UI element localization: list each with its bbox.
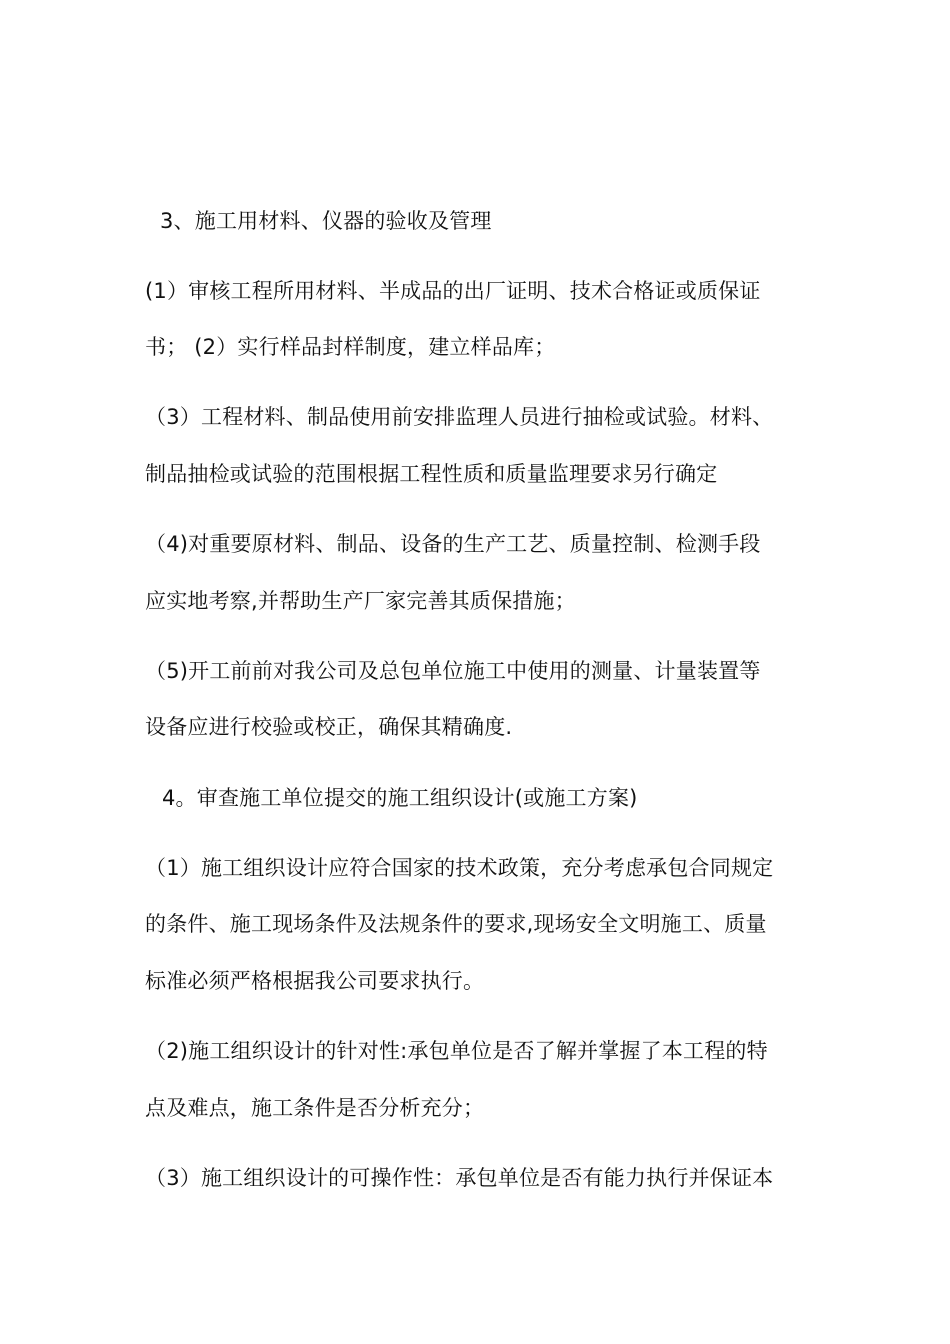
paragraph-line: 的条件、施工现场条件及法规条件的要求,现场安全文明施工、质量 <box>145 912 767 936</box>
paragraph-line: 设备应进行校验或校正，确保其精确度. <box>145 715 513 739</box>
section-heading: 3、施工用材料、仪器的验收及管理 <box>160 209 492 233</box>
paragraph-line: 应实地考察,并帮助生产厂家完善其质保措施； <box>145 589 576 613</box>
section-heading: 4。审查施工单位提交的施工组织设计(或施工方案) <box>162 786 638 810</box>
paragraph-line: 标准必须严格根据我公司要求执行。 <box>145 969 485 993</box>
paragraph-line: （3）工程材料、制品使用前安排监理人员进行抽检或试验。材料、 <box>145 405 774 429</box>
paragraph-line: （4)对重要原材料、制品、设备的生产工艺、质量控制、检测手段 <box>145 532 761 556</box>
paragraph-line: (1）审核工程所用材料、半成品的出厂证明、技术合格证或质保证 <box>145 279 761 303</box>
paragraph-line: （5)开工前前对我公司及总包单位施工中使用的测量、计量装置等 <box>145 659 761 683</box>
paragraph-line: （3）施工组织设计的可操作性：承包单位是否有能力执行并保证本 <box>145 1166 774 1190</box>
paragraph-line: （1）施工组织设计应符合国家的技术政策，充分考虑承包合同规定 <box>145 856 774 880</box>
paragraph-line: （2)施工组织设计的针对性:承包单位是否了解并掌握了本工程的特 <box>145 1039 768 1063</box>
paragraph-line: 点及难点，施工条件是否分析充分； <box>145 1096 485 1120</box>
paragraph-line: 制品抽检或试验的范围根据工程性质和质量监理要求另行确定 <box>145 462 718 486</box>
paragraph-line: 书； (2）实行样品封样制度，建立样品库； <box>145 335 556 359</box>
